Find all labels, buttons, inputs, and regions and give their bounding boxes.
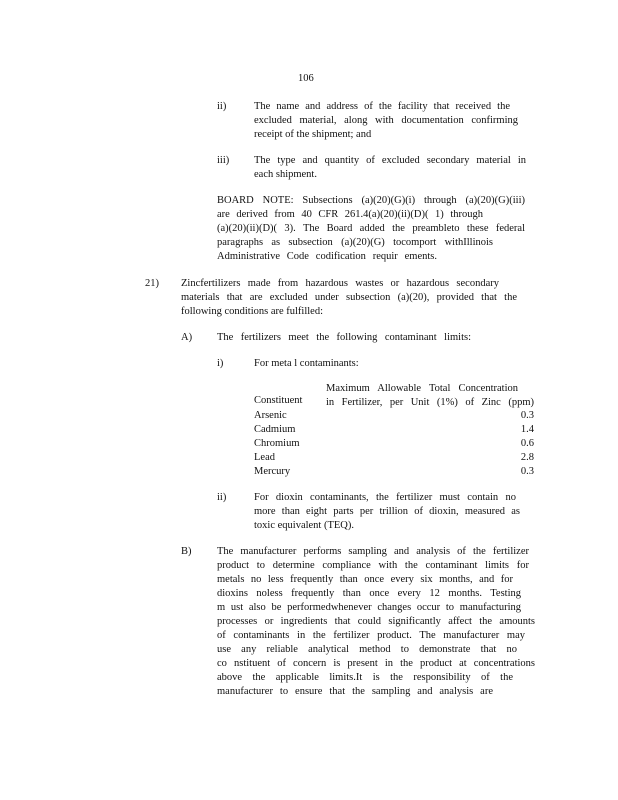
board-note-line-2: are derived from 40 CFR 261.4(a)(20)(ii)(D)( 1) through: [217, 209, 483, 220]
item-ii-line-2: excluded material, along with documentation confirming: [254, 115, 518, 126]
item-a-ii-line-2: more than eight parts per trillion of dioxin, measured as: [254, 506, 520, 517]
item-b-label: B): [181, 546, 192, 557]
item-b-line-2: product to determine compliance with the contaminant limits for: [217, 560, 529, 571]
item-b-line-8: use any reliable analytical method to demonstrate that no: [217, 644, 517, 655]
item-b-line-1: The manufacturer performs sampling and analysis of the fertilizer: [217, 546, 529, 557]
table-cell-constituent: Arsenic: [254, 410, 287, 421]
item-iii-label: iii): [217, 155, 230, 166]
table-cell-constituent: Cadmium: [254, 424, 296, 435]
item-iii-line-1: The type and quantity of excluded secondary material in: [254, 155, 526, 166]
item-a-i-label: i): [217, 358, 224, 369]
item-b-line-3: metals no less frequently than once every six months, and for: [217, 574, 513, 585]
item-b-line-10: above the applicable limits.It is the responsibility of the: [217, 672, 513, 683]
table-cell-value: 0.3: [520, 410, 534, 421]
item-a-i-text: For meta l contaminants:: [254, 358, 359, 369]
table-cell-value: 1.4: [520, 424, 534, 435]
board-note-line-3: (a)(20)(ii)(D)( 3). The Board added the preambleto these federal: [217, 223, 525, 234]
item-b-line-6: processes or ingredients that could significantly affect the amounts: [217, 616, 535, 627]
item-21-label: 21): [145, 278, 159, 289]
item-b-line-9: co nstituent of concern is present in the product at concentrations: [217, 658, 535, 669]
board-note-line-5: Administrative Code codification requir ements.: [217, 251, 437, 262]
page-number: 106: [298, 73, 314, 84]
item-b-line-5: m ust also be performedwhenever changes occur to manufacturing: [217, 602, 521, 613]
item-ii-line-1: The name and address of the facility that received the: [254, 101, 510, 112]
item-b-line-4: dioxins noless frequently than once every 12 months. Testing: [217, 588, 521, 599]
item-ii-line-3: receipt of the shipment; and: [254, 129, 372, 140]
board-note-line-4: paragraphs as subsection (a)(20)(G) tocomport withIllinois: [217, 237, 493, 248]
item-21-line-1: Zincfertilizers made from hazardous wastes or hazardous secondary: [181, 278, 499, 289]
table-cell-value: 0.3: [520, 466, 534, 477]
item-b-line-11: manufacturer to ensure that the sampling and analysis are: [217, 686, 493, 697]
item-a-ii-label: ii): [217, 492, 227, 503]
item-a-ii-line-3: toxic equivalent (TEQ).: [254, 520, 355, 531]
table-cell-value: 0.6: [520, 438, 534, 449]
item-a-ii-line-1: For dioxin contaminants, the fertilizer must contain no: [254, 492, 516, 503]
item-b-line-7: of contaminants in the fertilizer product. The manufacturer may: [217, 630, 525, 641]
table-cell-constituent: Mercury: [254, 466, 291, 477]
table-cell-constituent: Lead: [254, 452, 275, 463]
table-header-constituent: Constituent: [254, 395, 303, 406]
item-ii-label: ii): [217, 101, 227, 112]
table-cell-value: 2.8: [520, 452, 534, 463]
table-cell-constituent: Chromium: [254, 438, 300, 449]
item-iii-line-2: each shipment.: [254, 169, 317, 180]
item-21-line-3: following conditions are fulfilled:: [181, 306, 324, 317]
table-header-concentration-line-2: in Fertilizer, per Unit (1%) of Zinc (ppm): [326, 397, 534, 408]
board-note-line-1: BOARD NOTE: Subsections (a)(20)(G)(i) through (a)(20)(G)(iii): [217, 195, 525, 206]
item-21-line-2: materials that are excluded under subsection (a)(20), provided that the: [181, 292, 517, 303]
item-a-label: A): [181, 332, 193, 343]
item-a-text: The fertilizers meet the following contaminant limits:: [217, 332, 471, 343]
table-header-concentration-line-1: Maximum Allowable Total Concentration: [326, 383, 518, 394]
